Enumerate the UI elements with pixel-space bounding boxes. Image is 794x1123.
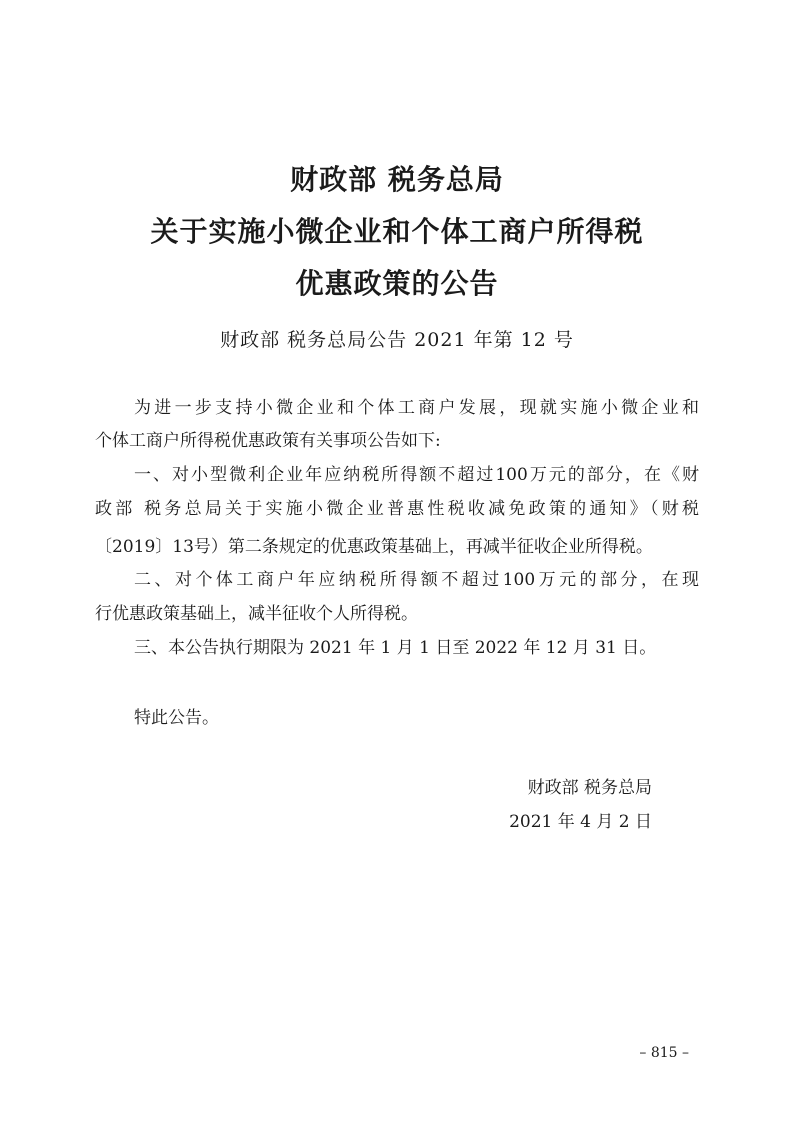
page-number: – 815 – bbox=[639, 1045, 689, 1061]
signature-issuer: 财政部 税务总局 bbox=[527, 778, 652, 798]
body-line: 〔2019〕13号）第二条规定的优惠政策基础上，再减半征收企业所得税。 bbox=[95, 537, 653, 557]
body-line: 二、对个体工商户年应纳税所得额不超过100万元的部分，在现 bbox=[134, 570, 699, 590]
body-line: 为进一步支持小微企业和个体工商户发展，现就实施小微企业和 bbox=[134, 398, 699, 418]
body-line: 政部 税务总局关于实施小微企业普惠性税收减免政策的通知》（财税 bbox=[95, 499, 699, 519]
closing-text: 特此公告。 bbox=[134, 708, 219, 728]
document-number: 财政部 税务总局公告 2021 年第 12 号 bbox=[220, 329, 574, 351]
body-line: 行优惠政策基础上，减半征收个人所得税。 bbox=[95, 604, 418, 624]
title-line-1: 财政部 税务总局 bbox=[290, 163, 504, 196]
title-line-3: 优惠政策的公告 bbox=[295, 267, 499, 300]
body-line: 一、对小型微利企业年应纳税所得额不超过100万元的部分，在《财 bbox=[134, 465, 699, 485]
body-line: 三、本公告执行期限为 2021 年 1 月 1 日至 2022 年 12 月 31 日。 bbox=[134, 638, 657, 658]
body-line: 个体工商户所得税优惠政策有关事项公告如下: bbox=[95, 431, 441, 451]
title-line-2: 关于实施小微企业和个体工商户所得税 bbox=[150, 215, 644, 248]
signature-date: 2021 年 4 月 2 日 bbox=[509, 812, 652, 832]
